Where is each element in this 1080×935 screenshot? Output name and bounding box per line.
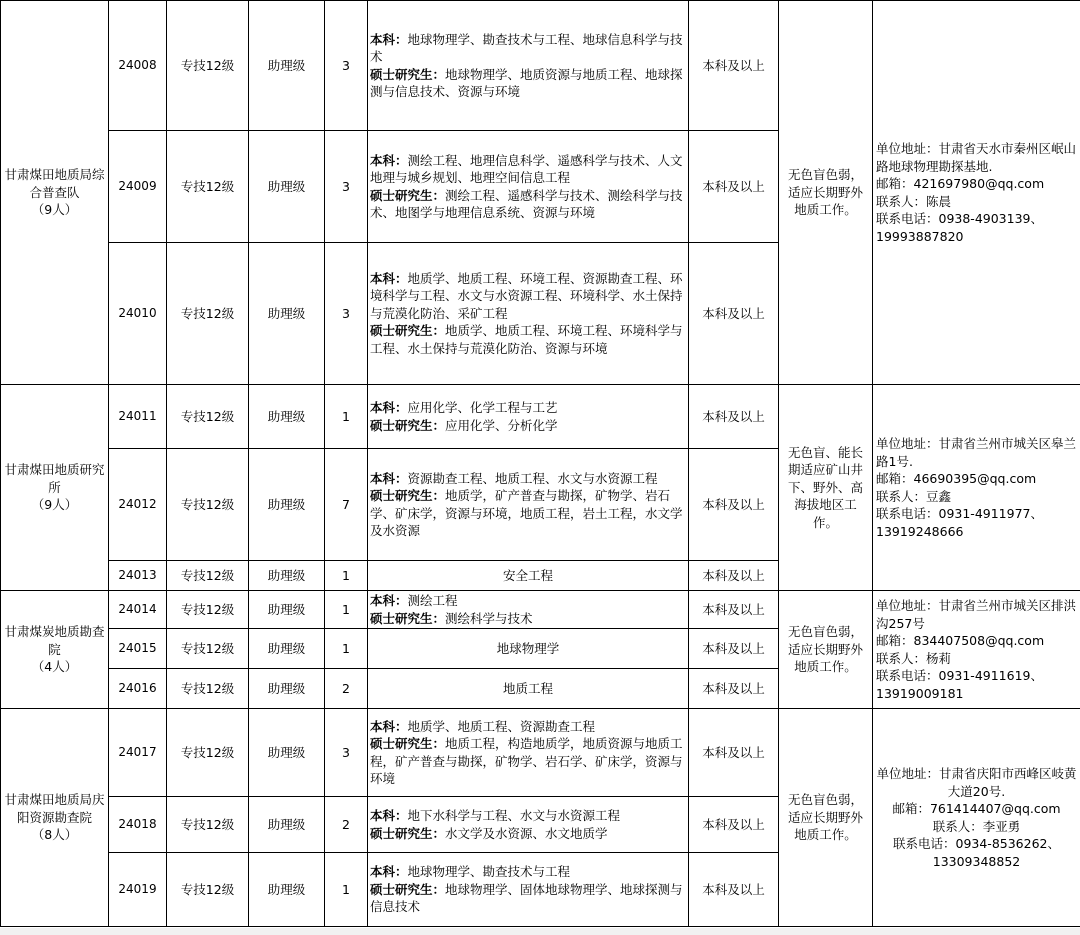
master-label: 硕士研究生： (370, 881, 446, 897)
undergrad-label: 本科： (370, 152, 408, 168)
position-count: 1 (325, 561, 368, 591)
table-row (1, 385, 1080, 449)
position-count: 3 (325, 243, 368, 385)
degree-requirement: 本科及以上 (689, 243, 779, 385)
position-count: 1 (325, 591, 368, 629)
position-level: 助理级 (249, 709, 325, 797)
position-count: 1 (325, 629, 368, 669)
unit-name: 甘肃煤田地质局庆阳资源勘查院 (4, 792, 105, 825)
major-requirement (368, 591, 689, 629)
degree-requirement: 本科及以上 (689, 853, 779, 927)
undergrad-majors: 地下水科学与工程、水文与水资源工程 (407, 808, 621, 823)
contact-phone: 联系电话：0931-4911977、13919248666 (876, 506, 1043, 539)
position-count: 2 (325, 669, 368, 709)
other-requirement: 无色盲色弱，适应长期野外地质工作。 (779, 1, 873, 385)
master-majors: 应用化学、分析化学 (445, 417, 558, 433)
position-level: 助理级 (249, 385, 325, 449)
major-requirement (368, 853, 689, 927)
contact-info (873, 1, 1080, 385)
unit-name-cell (1, 591, 109, 709)
position-count: 3 (325, 709, 368, 797)
position-count: 3 (325, 131, 368, 243)
contact-email: 邮箱：834407508@qq.com (876, 633, 1045, 648)
contact-email: 邮箱：421697980@qq.com (876, 176, 1045, 191)
contact-person: 联系人：李亚勇 (932, 818, 1021, 834)
table-row (1, 591, 1080, 629)
position-category: 专技12级 (167, 797, 249, 853)
contact-info (873, 385, 1080, 591)
degree-requirement: 本科及以上 (689, 1, 779, 131)
position-category: 专技12级 (167, 561, 249, 591)
major-requirement: 地球物理学 (368, 629, 689, 669)
master-label: 硕士研究生： (370, 825, 446, 841)
master-label: 硕士研究生： (370, 736, 446, 751)
major-requirement (368, 243, 689, 385)
master-majors: 地质学、地质工程、环境工程、环境科学与工程、水土保持与荒漠化防治、资源与环境 (370, 323, 683, 356)
position-category: 专技12级 (167, 243, 249, 385)
contact-address: 单位地址：甘肃省兰州市城关区排洪沟257号 (876, 598, 1077, 631)
position-level: 助理级 (249, 853, 325, 927)
undergrad-label: 本科： (370, 718, 408, 734)
degree-requirement: 本科及以上 (689, 591, 779, 629)
undergrad-majors: 应用化学、化学工程与工艺 (407, 400, 558, 415)
table-row (1, 1, 1080, 131)
major-requirement: 安全工程 (368, 561, 689, 591)
unit-name: 甘肃煤田地质局综合普查队 (4, 167, 105, 200)
undergrad-label: 本科： (370, 400, 408, 415)
position-level: 助理级 (249, 449, 325, 561)
position-count: 1 (325, 853, 368, 927)
degree-requirement: 本科及以上 (689, 797, 779, 853)
undergrad-majors: 测绘工程、地理信息科学、遥感科学与技术、人文地理与城乡规划、地理空间信息工程 (370, 152, 683, 185)
position-count: 3 (325, 1, 368, 131)
degree-requirement: 本科及以上 (689, 669, 779, 709)
position-code: 24017 (109, 709, 167, 797)
undergrad-majors: 地质学、地质工程、资源勘查工程 (407, 718, 596, 734)
unit-name: 甘肃煤田地质研究所 (4, 462, 105, 495)
contact-person: 联系人：杨莉 (876, 650, 952, 666)
contact-phone: 联系电话：0931-4911619、13919009181 (876, 668, 1043, 701)
undergrad-label: 本科： (370, 470, 408, 486)
major-requirement (368, 385, 689, 449)
unit-name: 甘肃煤炭地质勘查院 (4, 624, 105, 657)
major-requirement (368, 709, 689, 797)
position-level: 助理级 (249, 669, 325, 709)
position-level: 助理级 (249, 629, 325, 669)
master-label: 硕士研究生： (370, 417, 446, 433)
unit-name-cell (1, 709, 109, 927)
position-code: 24011 (109, 385, 167, 449)
contact-info (873, 709, 1080, 927)
bottom-strip (0, 928, 1080, 935)
undergrad-label: 本科： (370, 864, 408, 880)
degree-requirement: 本科及以上 (689, 385, 779, 449)
unit-count: （9人） (31, 202, 78, 218)
contact-phone: 联系电话：0934-8536262、13309348852 (893, 836, 1060, 869)
degree-requirement: 本科及以上 (689, 449, 779, 561)
undergrad-majors: 地质学、地质工程、环境工程、资源勘查工程、环境科学与工程、水文与水资源工程、环境科学、水土保持与荒漠化防治、采矿工程 (370, 270, 683, 321)
undergrad-majors: 地球物理学、勘查技术与工程、地球信息科学与技术 (370, 31, 683, 64)
unit-count: （4人） (31, 659, 78, 675)
contact-person: 联系人：陈晨 (876, 193, 952, 209)
master-majors: 测绘工程、遥感科学与技术、测绘科学与技术、地图学与地理信息系统、资源与环境 (370, 187, 683, 220)
contact-email: 邮箱：46690395@qq.com (876, 471, 1037, 486)
degree-requirement: 本科及以上 (689, 629, 779, 669)
position-level: 助理级 (249, 797, 325, 853)
position-code: 24008 (109, 1, 167, 131)
contact-address: 单位地址：甘肃省天水市秦州区岷山路地球物理勘探基地. (876, 141, 1077, 174)
position-category: 专技12级 (167, 591, 249, 629)
position-code: 24015 (109, 629, 167, 669)
position-code: 24009 (109, 131, 167, 243)
position-code: 24013 (109, 561, 167, 591)
major-requirement (368, 131, 689, 243)
undergrad-majors: 地球物理学、勘查技术与工程 (407, 864, 571, 880)
other-requirement: 无色盲色弱，适应长期野外地质工作。 (779, 709, 873, 927)
master-majors: 地球物理学、固体地球物理学、地球探测与信息技术 (370, 881, 683, 915)
position-category: 专技12级 (167, 709, 249, 797)
undergrad-label: 本科： (370, 808, 408, 823)
master-label: 硕士研究生： (370, 610, 446, 626)
unit-name-cell (1, 385, 109, 591)
position-code: 24019 (109, 853, 167, 927)
position-code: 24016 (109, 669, 167, 709)
major-requirement (368, 797, 689, 853)
contact-email: 邮箱：761414407@qq.com (892, 801, 1061, 816)
other-requirement: 无色盲色弱，适应长期野外地质工作。 (779, 591, 873, 709)
position-code: 24018 (109, 797, 167, 853)
contact-phone: 联系电话：0938-4903139、19993887820 (876, 211, 1043, 244)
position-code: 24012 (109, 449, 167, 561)
position-category: 专技12级 (167, 669, 249, 709)
position-count: 2 (325, 797, 368, 853)
position-category: 专技12级 (167, 449, 249, 561)
contact-person: 联系人：豆鑫 (876, 488, 952, 504)
unit-count: （9人） (31, 497, 78, 513)
contact-info (873, 591, 1080, 709)
position-category: 专技12级 (167, 385, 249, 449)
table-row (1, 709, 1080, 797)
position-count: 7 (325, 449, 368, 561)
position-level: 助理级 (249, 591, 325, 629)
master-label: 硕士研究生： (370, 187, 446, 203)
position-level: 助理级 (249, 243, 325, 385)
major-requirement (368, 1, 689, 131)
undergrad-label: 本科： (370, 593, 408, 608)
master-label: 硕士研究生： (370, 488, 446, 503)
degree-requirement: 本科及以上 (689, 709, 779, 797)
position-category: 专技12级 (167, 131, 249, 243)
position-code: 24014 (109, 591, 167, 629)
master-label: 硕士研究生： (370, 323, 446, 339)
contact-address: 单位地址：甘肃省兰州市城关区皋兰路1号. (876, 436, 1077, 469)
contact-address: 单位地址：甘肃省庆阳市西峰区岐黄大道20号. (876, 766, 1077, 799)
position-category: 专技12级 (167, 1, 249, 131)
position-level: 助理级 (249, 1, 325, 131)
unit-name-cell (1, 1, 109, 385)
master-label: 硕士研究生： (370, 66, 446, 82)
master-majors: 地球物理学、地质资源与地质工程、地球探测与信息技术、资源与环境 (370, 66, 683, 99)
major-requirement (368, 449, 689, 561)
master-majors: 地质学，矿产普查与勘探，矿物学、岩石学、矿床学，资源与环境，地质工程，岩土工程，水文学及水资源 (370, 488, 683, 538)
undergrad-majors: 资源勘查工程、地质工程、水文与水资源工程 (407, 470, 658, 486)
position-code: 24010 (109, 243, 167, 385)
major-requirement: 地质工程 (368, 669, 689, 709)
master-majors: 测绘科学与技术 (445, 610, 533, 626)
undergrad-majors: 测绘工程 (407, 593, 458, 608)
unit-count: （8人） (31, 827, 78, 843)
degree-requirement: 本科及以上 (689, 561, 779, 591)
undergrad-label: 本科： (370, 31, 408, 47)
degree-requirement: 本科及以上 (689, 131, 779, 243)
master-majors: 地质工程，构造地质学，地质资源与地质工程，矿产普查与勘探，矿物学、岩石学、矿床学，资源与环境 (370, 736, 683, 786)
position-category: 专技12级 (167, 629, 249, 669)
position-count: 1 (325, 385, 368, 449)
position-category: 专技12级 (167, 853, 249, 927)
master-majors: 水文学及水资源、水文地质学 (445, 825, 608, 841)
undergrad-label: 本科： (370, 270, 408, 286)
other-requirement: 无色盲、能长期适应矿山井下、野外、高海拔地区工作。 (779, 385, 873, 591)
position-level: 助理级 (249, 131, 325, 243)
position-level: 助理级 (249, 561, 325, 591)
